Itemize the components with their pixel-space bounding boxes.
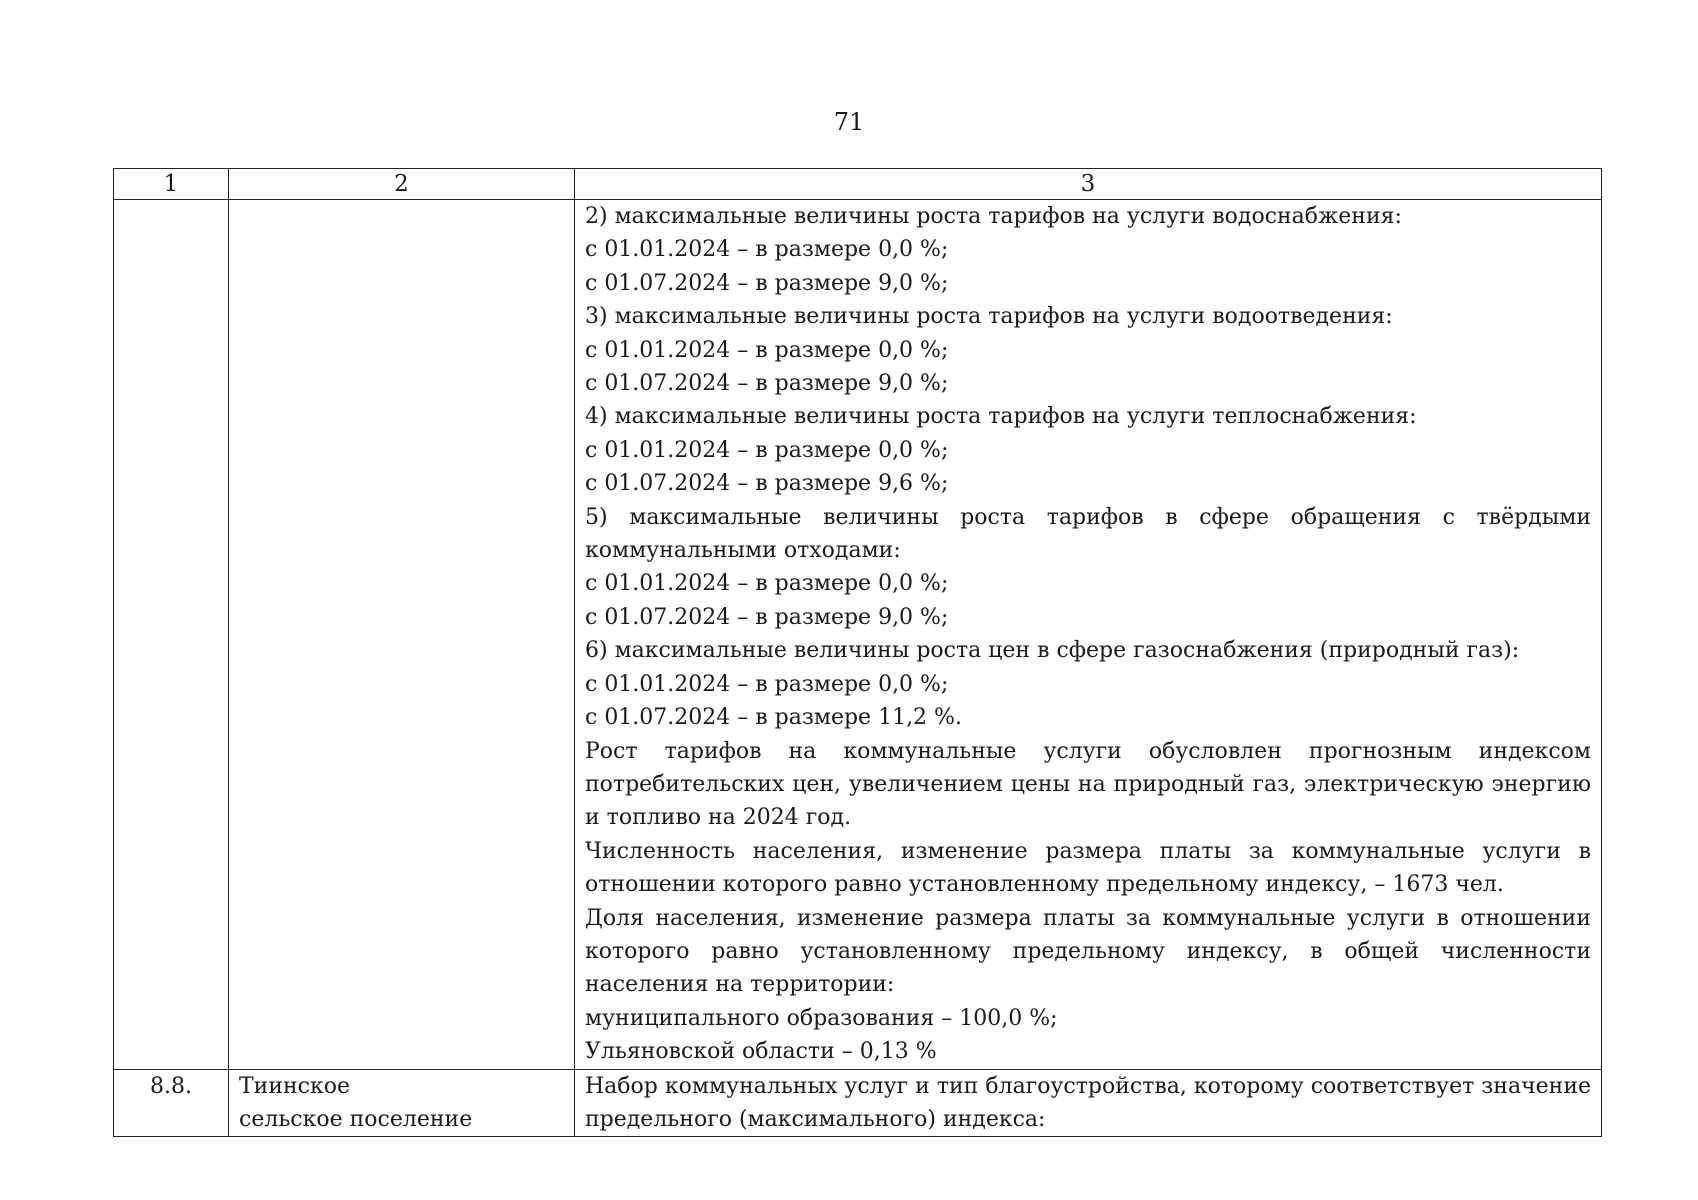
table-row-continuation bbox=[114, 200, 1602, 1070]
content-line: с 01.07.2024 – в размере 9,0 %; bbox=[585, 371, 949, 397]
content-line: 4) максимальные величины роста тарифов на услуги теплоснабжения: bbox=[585, 404, 1417, 430]
content-line: с 01.07.2024 – в размере 11,2 %. bbox=[585, 705, 962, 731]
content-line: с 01.01.2024 – в размере 0,0 %; bbox=[585, 571, 949, 597]
header-col-2: 2 bbox=[229, 169, 575, 200]
content-line: с 01.07.2024 – в размере 9,6 %; bbox=[585, 471, 949, 497]
tariff-content-cell bbox=[575, 1069, 1602, 1137]
tariff-table bbox=[113, 168, 1602, 1137]
settlement-name-line: Тиинское bbox=[239, 1073, 350, 1099]
content-line: с 01.07.2024 – в размере 9,0 %; bbox=[585, 270, 949, 296]
content-paragraph: Численность населения, изменение размера платы за коммунальные услуги в отношении которого равно установленному предельному индексу, – 1673 чел. bbox=[585, 838, 1591, 898]
table-row-8-8 bbox=[114, 1069, 1602, 1137]
content-paragraph: Доля населения, изменение размера платы за коммунальные услуги в отношении которого равно установленному предельному индексу, в общей численности населения на территории: bbox=[585, 905, 1591, 998]
content-line: с 01.07.2024 – в размере 9,0 %; bbox=[585, 604, 949, 630]
content-line: 6) максимальные величины роста цен в сфере газоснабжения (природный газ): bbox=[585, 638, 1520, 664]
content-paragraph: Рост тарифов на коммунальные услуги обусловлен прогнозным индексом потребительских цен, увеличением цены на природный газ, электрическую энергию и топливо на 2024 год. bbox=[585, 738, 1591, 831]
row-number-cell bbox=[114, 200, 229, 1070]
content-line: с 01.01.2024 – в размере 0,0 %; bbox=[585, 337, 949, 363]
content-line: Ульяновской области – 0,13 % bbox=[585, 1039, 937, 1065]
content-line: 3) максимальные величины роста тарифов на услуги водоотведения: bbox=[585, 304, 1393, 330]
content-line: муниципального образования – 100,0 %; bbox=[585, 1005, 1058, 1031]
content-line: с 01.01.2024 – в размере 0,0 %; bbox=[585, 437, 949, 463]
settlement-name-line: сельское поселение bbox=[239, 1106, 473, 1132]
content-paragraph: Набор коммунальных услуг и тип благоустройства, которому соответствует значение предельного (максимального) индекса: bbox=[585, 1073, 1591, 1132]
tariff-content-cell bbox=[575, 200, 1602, 1070]
content-line: с 01.01.2024 – в размере 0,0 %; bbox=[585, 671, 949, 697]
header-col-3: 3 bbox=[575, 169, 1602, 200]
row-number-cell: 8.8. bbox=[114, 1069, 229, 1137]
settlement-name-cell bbox=[229, 1069, 575, 1137]
settlement-name-cell bbox=[229, 200, 575, 1070]
header-col-1: 1 bbox=[114, 169, 229, 200]
content-paragraph: 5) максимальные величины роста тарифов в сфере обращения с твёрдыми коммунальными отходами: bbox=[585, 504, 1591, 564]
content-line: с 01.01.2024 – в размере 0,0 %; bbox=[585, 237, 949, 263]
table-header-row bbox=[114, 169, 1602, 200]
page-number: 71 bbox=[833, 108, 865, 136]
content-line: 2) максимальные величины роста тарифов на услуги водоснабжения: bbox=[585, 204, 1402, 229]
